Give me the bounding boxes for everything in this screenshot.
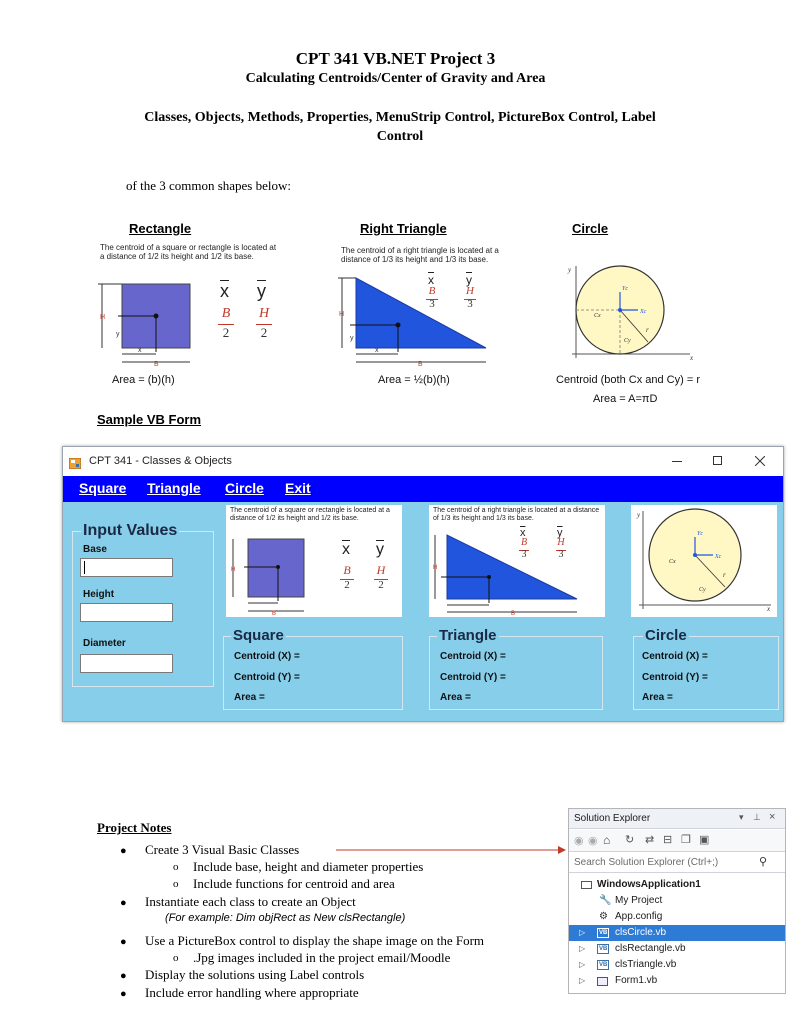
- bullet-3: ●: [120, 936, 127, 948]
- se-search-box[interactable]: [569, 853, 785, 873]
- circle-centroid-formula: Centroid (both Cx and Cy) = r: [556, 374, 700, 386]
- vb-file-icon: VB: [599, 930, 608, 936]
- se-item-cls-triangle: clsTriangle.vb: [615, 959, 677, 970]
- rectangle-diagram: [98, 276, 198, 368]
- note-include-functions: Include functions for centroid and area: [193, 876, 395, 891]
- triangle-centroid-x-label: Centroid (X) =: [440, 651, 506, 662]
- diameter-label: Diameter: [83, 638, 126, 649]
- rect-h-label: H: [100, 314, 106, 321]
- pic-circle-x-label: x: [767, 605, 771, 613]
- pic-triangle-h-label: H: [433, 565, 438, 571]
- se-titlebar: [569, 809, 785, 829]
- circle-yc-label: Yc: [622, 286, 628, 292]
- document-title: CPT 341 VB.NET Project 3: [295, 49, 496, 68]
- expand-arrow-icon[interactable]: ▷: [579, 928, 586, 937]
- rect-b-label: B: [154, 361, 159, 368]
- note-instantiate: Instantiate each class to create an Object: [145, 894, 356, 909]
- expand-arrow-icon[interactable]: ▷: [579, 944, 586, 953]
- red-arrow-icon: [336, 844, 566, 856]
- circle-y-axis-label: y: [568, 266, 572, 274]
- se-row-cls-triangle[interactable]: [569, 957, 785, 973]
- tri-y-label: y: [350, 335, 354, 342]
- se-project-name: WindowsApplication1: [597, 879, 701, 890]
- back-icon[interactable]: ◉: [574, 835, 584, 847]
- bullet-1: ●: [120, 845, 127, 857]
- note-picturebox: Use a PictureBox control to display the shape image on the Form: [145, 933, 485, 948]
- pic-square-xden: 2: [344, 579, 350, 591]
- pic-square-ybar: $\overline{y}$: [376, 541, 384, 558]
- square-group-title: Square: [233, 627, 284, 644]
- maximize-icon[interactable]: [713, 456, 722, 465]
- tri-y-denominator: 3: [467, 298, 473, 310]
- vb-file-icon: VB: [599, 946, 608, 952]
- square-centroid-y-label: Centroid (Y) =: [234, 672, 300, 683]
- pic-triangle-xnum: B: [520, 537, 528, 548]
- menu-item-exit[interactable]: Exit: [285, 480, 311, 496]
- pic-triangle-description: The centroid of a right triangle is located at a distance of 1/3 its height and 1/3 its base.: [433, 507, 600, 522]
- se-close-icon[interactable]: ×: [769, 811, 776, 823]
- forward-icon[interactable]: ◉: [588, 835, 598, 847]
- se-title: Solution Explorer: [574, 813, 651, 824]
- solution-icon: [581, 881, 592, 889]
- triangle-area-label: Area =: [440, 692, 471, 703]
- bullet-2: ●: [120, 897, 127, 909]
- pic-triangle-ybar: $\overline{y}$: [557, 527, 563, 539]
- pic-circle-cx-label: Cx: [669, 559, 676, 565]
- sync-icon[interactable]: ↻: [625, 834, 635, 846]
- input-values-title: Input Values: [83, 522, 178, 539]
- note-include-properties: Include base, height and diameter properties: [193, 859, 424, 874]
- diameter-input[interactable]: [80, 654, 173, 673]
- tri-x-label: x: [375, 347, 379, 354]
- pic-triangle-yden: 3: [558, 549, 564, 560]
- pic-triangle-xden: 3: [521, 549, 527, 560]
- se-search-placeholder: Search Solution Explorer (Ctrl+;): [574, 857, 719, 868]
- rect-x-numerator: B: [221, 306, 231, 321]
- topics-line-2: Control: [376, 129, 424, 144]
- se-dropdown-icon[interactable]: ▾: [739, 812, 744, 822]
- pic-square-h-label: H: [231, 567, 236, 573]
- se-row-app-config[interactable]: [569, 909, 785, 925]
- pic-square-yden: 2: [378, 579, 384, 591]
- tri-y-numerator: H: [466, 285, 474, 297]
- circle-cy-label: Cy: [624, 338, 631, 344]
- rect-x-denominator: 2: [222, 325, 230, 340]
- rect-xbar-symbol: $\overline{x}$: [220, 281, 229, 301]
- rect-y-numerator: H: [258, 306, 270, 321]
- triangle-area: Area = ½(b)(h): [378, 374, 450, 386]
- se-row-project[interactable]: [569, 877, 785, 893]
- pic-circle-cy-label: Cy: [699, 587, 706, 593]
- rect-y-denominator: 2: [260, 325, 268, 340]
- se-row-cls-circle[interactable]: [569, 925, 785, 941]
- pic-square-xbar: $\overline{x}$: [342, 541, 350, 558]
- se-row-form1[interactable]: [569, 973, 785, 989]
- triangle-heading: Right Triangle: [360, 221, 447, 236]
- show-all-files-icon[interactable]: ❐: [681, 834, 691, 846]
- rect-ybar-symbol: $\overline{y}$: [257, 281, 266, 301]
- note-jpg-images: .Jpg images included in the project email/Moodle: [193, 950, 451, 965]
- circle-xc-label: Xc: [640, 309, 647, 315]
- note-error-handling: Include error handling where appropriate: [145, 985, 359, 1000]
- pic-triangle-xbar: $\overline{x}$: [520, 527, 526, 539]
- se-item-my-project: My Project: [615, 895, 663, 906]
- menu-strip: [63, 476, 783, 502]
- menu-item-square[interactable]: Square: [79, 480, 127, 496]
- properties-icon[interactable]: ▣: [699, 834, 710, 846]
- se-pin-icon[interactable]: ⊥: [753, 812, 761, 822]
- minimize-icon[interactable]: [672, 461, 682, 462]
- bullet-4: ●: [120, 970, 127, 982]
- note-labels: Display the solutions using Label controls: [145, 967, 365, 982]
- home-icon[interactable]: ⌂: [603, 833, 611, 847]
- pic-triangle-ynum: H: [557, 537, 565, 548]
- se-row-my-project[interactable]: [569, 893, 785, 909]
- circle-centroid-y-label: Centroid (Y) =: [642, 672, 708, 683]
- pic-circle-xc-label: Xc: [715, 554, 722, 560]
- intro-text: of the 3 common shapes below:: [126, 178, 291, 193]
- se-item-cls-rectangle: clsRectangle.vb: [615, 943, 686, 954]
- tri-h-label: H: [339, 311, 345, 318]
- tri-b-label: B: [418, 361, 423, 368]
- tri-centroid-point: [396, 323, 401, 328]
- window-title: CPT 341 - Classes & Objects: [89, 455, 232, 467]
- tri-xbar-symbol: $\overline{x}$: [428, 273, 434, 287]
- triangle-group-title: Triangle: [439, 627, 497, 644]
- vb-file-icon: VB: [599, 962, 608, 968]
- pic-square-b-label: B: [272, 611, 277, 615]
- solution-explorer-panel: [568, 808, 786, 994]
- tri-ybar-symbol: $\overline{y}$: [466, 273, 472, 287]
- rect-y-label: y: [116, 331, 120, 338]
- menu-item-triangle[interactable]: Triangle: [147, 480, 201, 496]
- square-centroid-x-label: Centroid (X) =: [234, 651, 300, 662]
- collapse-icon[interactable]: ⊟: [663, 834, 673, 846]
- pic-triangle-b-label: B: [511, 611, 516, 615]
- note-create-classes: Create 3 Visual Basic Classes: [145, 842, 300, 857]
- se-item-form1: Form1.vb: [615, 975, 658, 986]
- pic-circle-y-label: y: [637, 511, 641, 519]
- rectangle-heading: Rectangle: [129, 221, 192, 236]
- se-search-icon[interactable]: ⚲: [759, 856, 768, 868]
- refresh-icon[interactable]: ⇄: [645, 834, 655, 846]
- vb-form-window: [62, 446, 784, 722]
- square-area-label: Area =: [234, 692, 265, 703]
- expand-arrow-icon[interactable]: ▷: [579, 976, 586, 985]
- triangle-centroid-y-label: Centroid (Y) =: [440, 672, 506, 683]
- pic-circle-r-label: r: [723, 571, 726, 579]
- base-input[interactable]: [80, 558, 173, 577]
- topics-text: [90, 108, 710, 146]
- pic-square-xnum: B: [343, 563, 351, 577]
- rect-x-label: x: [138, 347, 142, 354]
- base-label: Base: [83, 544, 107, 555]
- circle-group-title: Circle: [645, 627, 687, 644]
- rect-centroid-point: [154, 314, 159, 319]
- circle-centroid-x-label: Centroid (X) =: [642, 651, 708, 662]
- pic-square-description: The centroid of a square or rectangle is located at a distance of 1/2 its height and 1/2 its base.: [230, 507, 390, 522]
- pic-circle-yc-label: Yc: [697, 531, 703, 537]
- bullet-5: ●: [120, 988, 127, 1000]
- project-notes-heading: Project Notes: [97, 820, 172, 835]
- form-app-icon: [69, 456, 81, 467]
- form-file-icon: [597, 977, 608, 986]
- circle-diagram: [562, 262, 702, 366]
- rectangle-description: The centroid of a square or rectangle is located at a distance of 1/2 its height and 1/2 its base.: [100, 243, 277, 261]
- circle-cx-label: Cx: [594, 313, 601, 319]
- sub-bullet-1a: o: [173, 861, 179, 873]
- pic-square-ynum: H: [376, 563, 386, 577]
- se-item-app-config: App.config: [615, 911, 663, 922]
- circle-r-label: r: [646, 326, 649, 334]
- triangle-description: The centroid of a right triangle is located at a distance of 1/3 its height and 1/3 its base.: [341, 246, 499, 264]
- sub-bullet-3a: o: [173, 952, 179, 964]
- se-row-cls-rectangle[interactable]: [569, 941, 785, 957]
- square-picturebox: [226, 505, 402, 617]
- se-item-cls-circle: clsCircle.vb: [615, 927, 667, 938]
- height-label: Height: [83, 589, 115, 600]
- note-example: (For example: Dim objRect as New clsRectangle): [165, 912, 406, 924]
- circle-heading: Circle: [572, 221, 609, 236]
- circle-picturebox: [631, 505, 777, 617]
- close-icon[interactable]: [755, 456, 765, 466]
- sub-bullet-1b: o: [173, 878, 179, 890]
- circle-area: Area = A=πD: [593, 393, 658, 405]
- menu-item-circle[interactable]: Circle: [225, 480, 264, 496]
- circle-x-axis-label: x: [690, 354, 694, 362]
- pic-square-diagram: [230, 531, 310, 615]
- circle-center-point: [618, 308, 622, 312]
- circle-area-label: Area =: [642, 692, 673, 703]
- config-file-icon: ⚙: [599, 911, 608, 922]
- pic-circle-diagram: [633, 507, 775, 615]
- triangle-picturebox: [429, 505, 605, 617]
- window-titlebar: [63, 447, 783, 476]
- rectangle-area: Area = (b)(h): [112, 374, 175, 386]
- se-toolbar: [569, 830, 785, 852]
- sample-form-heading: Sample VB Form: [97, 412, 202, 427]
- wrench-icon: 🔧: [599, 895, 612, 906]
- height-input[interactable]: [80, 603, 173, 622]
- expand-arrow-icon[interactable]: ▷: [579, 960, 586, 969]
- tri-x-denominator: 3: [429, 298, 435, 310]
- tri-x-numerator: B: [428, 285, 436, 297]
- document-subtitle: Calculating Centroids/Center of Gravity and Area: [245, 71, 546, 86]
- topics-line-1: Classes, Objects, Methods, Properties, MenuStrip Control, PictureBox Control, Label: [144, 110, 656, 125]
